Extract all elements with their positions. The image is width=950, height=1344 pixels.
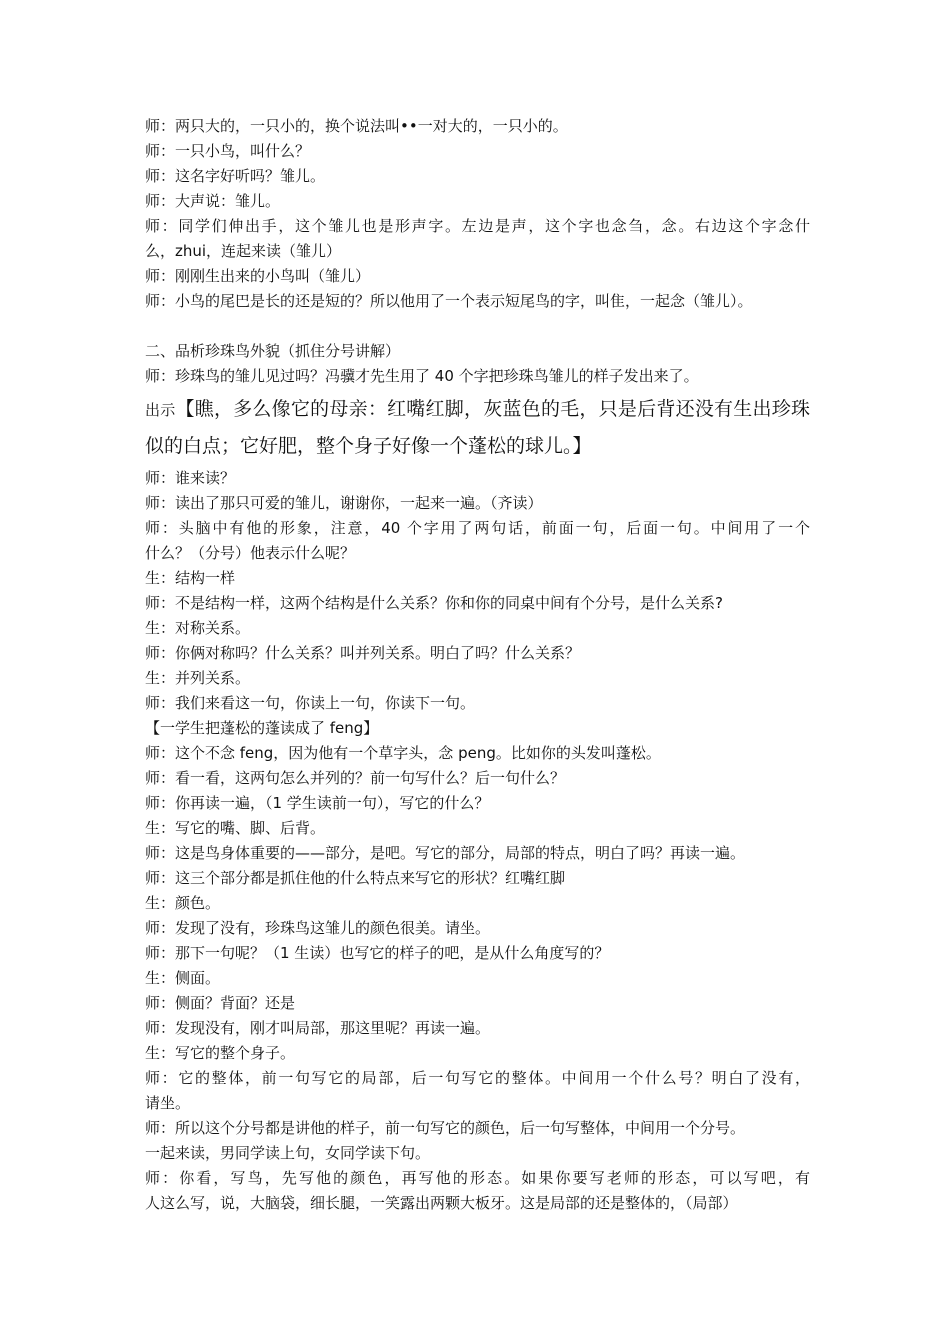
display-quote-line-2: 似的白点；它好肥，整个身子好像一个蓬松的球儿。】 [145, 435, 592, 457]
text-line: 师：发现了没有，珍珠鸟这雏儿的颜色很美。请坐。 [145, 919, 491, 937]
document-page [145, 114, 810, 1216]
text-line: 师：那下一句呢？（1 生读）也写它的样子的吧，是从什么角度写的？ [145, 944, 610, 962]
text-line: 师：这名字好听吗？雏儿。 [145, 167, 326, 185]
text-line: 师：这是鸟身体重要的——部分，是吧。写它的部分，局部的特点，明白了吗？再读一遍。 [145, 844, 746, 862]
text-line: 【一学生把蓬松的蓬读成了 feng】 [145, 719, 379, 737]
text-line: 师：这个不念 feng，因为他有一个草字头，念 peng。比如你的头发叫蓬松。 [145, 744, 661, 762]
text-line: 师：珍珠鸟的雏儿见过吗？冯骥才先生用了 40 个字把珍珠鸟雏儿的样子发出来了。 [145, 367, 699, 385]
text-line: 生：写它的嘴、脚、后背。 [145, 819, 326, 837]
text-line: 师：谁来读？ [145, 469, 236, 487]
text-line: 师：一只小鸟，叫什么？ [145, 142, 311, 160]
text-line: 生：结构一样 [145, 569, 236, 587]
text-line: 师：同学们伸出手，这个雏儿也是形声字。左边是声，这个字也念刍，念。右边这个字念什 [145, 217, 810, 235]
text-line: 生：并列关系。 [145, 669, 251, 687]
display-quote-text-1: 【瞧，多么像它的母亲：红嘴红脚，灰蓝色的毛，只是后背还没有生出珍珠 [175, 398, 810, 420]
text-line: 师：它的整体，前一句写它的局部，后一句写它的整体。中间用一个什么号？明白了没有， [145, 1069, 810, 1087]
text-line: 请坐。 [145, 1094, 191, 1112]
text-line: 师：大声说：雏儿。 [145, 192, 281, 210]
text-line: 师：头脑中有他的形象，注意，40 个字用了两句话，前面一句，后面一句。中间用了一个 [145, 519, 810, 537]
text-line: 师：刚刚生出来的小鸟叫（雏儿） [145, 267, 371, 285]
section-heading: 二、品析珍珠鸟外貌（抓住分号讲解） [145, 342, 401, 360]
text-line: 师：发现没有，刚才叫局部，那这里呢？再读一遍。 [145, 1019, 491, 1037]
text-line: 生：颜色。 [145, 894, 221, 912]
text-line: 么，zhui，连起来读（雏儿） [145, 242, 342, 260]
text-line: 师：所以这个分号都是讲他的样子，前一句写它的颜色，后一句写整体，中间用一个分号。 [145, 1119, 746, 1137]
text-line: 师：你俩对称吗？什么关系？叫并列关系。明白了吗？什么关系？ [145, 644, 581, 662]
text-line: 师：我们来看这一句，你读上一句，你读下一句。 [145, 694, 476, 712]
text-line: 一起来读，男同学读上句，女同学读下句。 [145, 1144, 431, 1162]
text-line: 生：侧面。 [145, 969, 221, 987]
text-line: 师：你看，写鸟，先写他的颜色，再写他的形态。如果你要写老师的形态，可以写吧，有 [145, 1169, 810, 1187]
text-line: 师：不是结构一样，这两个结构是什么关系？你和你的同桌中间有个分号，是什么关系? [145, 594, 723, 612]
text-line: 师：两只大的，一只小的，换个说法叫••一对大的，一只小的。 [145, 117, 568, 135]
display-quote-line-1 [145, 391, 810, 428]
text-line: 人这么写，说，大脑袋，细长腿，一笑露出两颗大板牙。这是局部的还是整体的，（局部） [145, 1194, 738, 1212]
text-line: 师：小鸟的尾巴是长的还是短的？所以他用了一个表示短尾鸟的字，叫隹，一起念（雏儿）。 [145, 292, 753, 310]
text-line: 什么？（分号）他表示什么呢？ [145, 544, 356, 562]
text-line: 师：侧面？背面？还是 [145, 994, 296, 1012]
text-line: 师：看一看，这两句怎么并列的？前一句写什么？后一句什么？ [145, 769, 566, 787]
paragraph-gap [145, 314, 810, 339]
text-line: 师：你再读一遍，（1 学生读前一句），写它的什么？ [145, 794, 490, 812]
text-line: 生：对称关系。 [145, 619, 251, 637]
text-line: 师：读出了那只可爱的雏儿，谢谢你，一起来一遍。（齐读） [145, 494, 543, 512]
display-lead: 出示 [145, 401, 176, 419]
text-line: 师：这三个部分都是抓住他的什么特点来写它的形状？红嘴红脚 [145, 869, 566, 887]
text-line: 生：写它的整个身子。 [145, 1044, 296, 1062]
